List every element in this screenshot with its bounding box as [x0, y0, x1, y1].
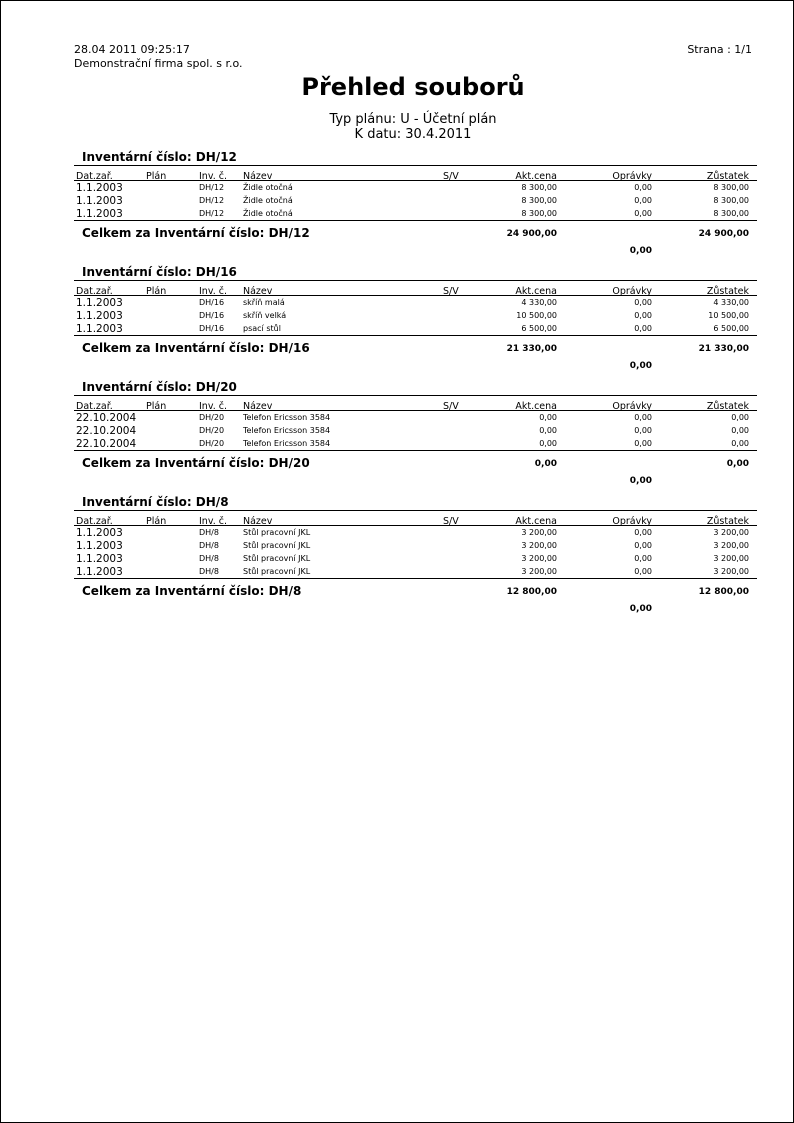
report-title: Přehled souborů: [301, 73, 525, 101]
cell-zus: 3 200,00: [713, 554, 749, 563]
group-total-akt: 21 330,00: [506, 344, 557, 354]
cell-zus: 6 500,00: [713, 324, 749, 333]
cell-name: Stůl pracovní JKL: [243, 567, 311, 576]
inventory-group: [74, 494, 757, 617]
cell-date: 1.1.2003: [76, 540, 123, 552]
cell-name: Stůl pracovní JKL: [243, 528, 311, 537]
column-header-name: Název: [243, 401, 273, 412]
cell-inv: DH/16: [199, 298, 225, 307]
cell-opr: 0,00: [634, 298, 652, 307]
cell-date: 22.10.2004: [76, 438, 137, 450]
page-number: Strana : 1/1: [687, 43, 752, 56]
table-row: [74, 411, 757, 424]
cell-date: 1.1.2003: [76, 566, 123, 578]
group-total-opr-row: [74, 241, 757, 259]
cell-akt: 3 200,00: [521, 567, 557, 576]
report-subtitle: [1, 112, 794, 142]
group-heading-row: [74, 264, 757, 281]
column-header-name: Název: [243, 516, 273, 527]
table-row: [74, 309, 757, 322]
cell-name: Telefon Ericsson 3584: [243, 439, 331, 448]
print-datetime: 28.04 2011 09:25:17: [74, 43, 190, 56]
cell-akt: 6 500,00: [521, 324, 557, 333]
cell-opr: 0,00: [634, 426, 652, 435]
column-header-plan: Plán: [146, 286, 167, 297]
cell-name: Stůl pracovní JKL: [243, 541, 311, 550]
cell-zus: 8 300,00: [713, 209, 749, 218]
column-header-plan: Plán: [146, 401, 167, 412]
table-row: [74, 539, 757, 552]
group-total-opr-row: [74, 471, 757, 489]
cell-akt: 8 300,00: [521, 196, 557, 205]
cell-inv: DH/16: [199, 324, 225, 333]
group-total-opr: 0,00: [629, 476, 652, 486]
group-total-opr-row: [74, 599, 757, 617]
group-total-opr: 0,00: [629, 361, 652, 371]
group-total-row: [74, 220, 757, 241]
group-total-row: [74, 450, 757, 471]
group-total-label: Celkem za Inventární číslo: DH/20: [82, 456, 310, 470]
cell-inv: DH/8: [199, 541, 219, 550]
cell-date: 1.1.2003: [76, 553, 123, 565]
cell-zus: 8 300,00: [713, 196, 749, 205]
table-row: [74, 565, 757, 578]
inventory-group: [74, 149, 757, 259]
group-total-opr: 0,00: [629, 246, 652, 256]
group-heading-row: [74, 149, 757, 166]
cell-name: Židle otočná: [243, 196, 293, 205]
cell-zus: 10 500,00: [708, 311, 749, 320]
report-header-left: [74, 43, 243, 71]
column-header-plan: Plán: [146, 171, 167, 182]
cell-zus: 3 200,00: [713, 541, 749, 550]
cell-zus: 8 300,00: [713, 183, 749, 192]
cell-inv: DH/16: [199, 311, 225, 320]
column-header-row: [74, 396, 757, 411]
group-heading-row: [74, 494, 757, 511]
group-total-akt: 24 900,00: [506, 229, 557, 239]
column-header-row: [74, 511, 757, 526]
cell-date: 1.1.2003: [76, 182, 123, 194]
cell-opr: 0,00: [634, 554, 652, 563]
group-heading: Inventární číslo: DH/16: [82, 265, 237, 279]
group-total-opr: 0,00: [629, 604, 652, 614]
column-header-row: [74, 166, 757, 181]
column-header-akt: Akt.cena: [515, 286, 557, 297]
column-header-opr: Oprávky: [612, 401, 652, 412]
cell-zus: 3 200,00: [713, 567, 749, 576]
group-total-opr-row: [74, 356, 757, 374]
cell-inv: DH/20: [199, 426, 225, 435]
inventory-group: [74, 264, 757, 374]
column-header-akt: Akt.cena: [515, 516, 557, 527]
cell-opr: 0,00: [634, 209, 652, 218]
cell-opr: 0,00: [634, 413, 652, 422]
column-header-akt: Akt.cena: [515, 171, 557, 182]
group-total-label: Celkem za Inventární číslo: DH/16: [82, 341, 310, 355]
cell-akt: 3 200,00: [521, 528, 557, 537]
cell-name: Židle otočná: [243, 209, 293, 218]
cell-akt: 3 200,00: [521, 554, 557, 563]
table-row: [74, 296, 757, 309]
cell-opr: 0,00: [634, 183, 652, 192]
cell-date: 22.10.2004: [76, 425, 137, 437]
column-header-date: Dat.zař.: [76, 401, 113, 412]
cell-date: 1.1.2003: [76, 323, 123, 335]
cell-opr: 0,00: [634, 541, 652, 550]
column-header-akt: Akt.cena: [515, 401, 557, 412]
column-header-date: Dat.zař.: [76, 516, 113, 527]
table-row: [74, 322, 757, 335]
column-header-name: Název: [243, 171, 273, 182]
cell-inv: DH/20: [199, 439, 225, 448]
company-name: Demonstrační firma spol. s r.o.: [74, 57, 243, 70]
cell-date: 1.1.2003: [76, 297, 123, 309]
cell-zus: 0,00: [731, 439, 749, 448]
cell-name: Telefon Ericsson 3584: [243, 426, 331, 435]
column-header-zus: Zůstatek: [706, 286, 749, 297]
as-of-date: K datu: 30.4.2011: [354, 127, 472, 142]
table-row: [74, 181, 757, 194]
group-total-zus: 24 900,00: [698, 229, 749, 239]
cell-inv: DH/12: [199, 196, 225, 205]
table-row: [74, 526, 757, 539]
cell-akt: 0,00: [539, 413, 557, 422]
cell-opr: 0,00: [634, 567, 652, 576]
cell-zus: 4 330,00: [713, 298, 749, 307]
column-header-inv: Inv. č.: [199, 286, 227, 297]
table-row: [74, 437, 757, 450]
cell-zus: 0,00: [731, 413, 749, 422]
cell-date: 1.1.2003: [76, 208, 123, 220]
cell-date: 22.10.2004: [76, 412, 137, 424]
cell-date: 1.1.2003: [76, 527, 123, 539]
column-header-zus: Zůstatek: [706, 171, 749, 182]
group-total-akt: 12 800,00: [506, 587, 557, 597]
group-heading: Inventární číslo: DH/8: [82, 495, 229, 509]
cell-inv: DH/8: [199, 554, 219, 563]
column-header-zus: Zůstatek: [706, 401, 749, 412]
column-header-zus: Zůstatek: [706, 516, 749, 527]
cell-akt: 0,00: [539, 426, 557, 435]
plan-type: Typ plánu: U - Účetní plán: [329, 112, 497, 127]
cell-inv: DH/12: [199, 209, 225, 218]
column-header-opr: Oprávky: [612, 516, 652, 527]
cell-name: Židle otočná: [243, 183, 293, 192]
column-header-date: Dat.zař.: [76, 171, 113, 182]
column-header-inv: Inv. č.: [199, 401, 227, 412]
table-row: [74, 207, 757, 220]
cell-akt: 8 300,00: [521, 183, 557, 192]
group-total-label: Celkem za Inventární číslo: DH/12: [82, 226, 310, 240]
cell-name: skříň velká: [243, 311, 287, 320]
cell-akt: 10 500,00: [516, 311, 557, 320]
cell-opr: 0,00: [634, 311, 652, 320]
column-header-date: Dat.zař.: [76, 286, 113, 297]
cell-opr: 0,00: [634, 439, 652, 448]
cell-zus: 3 200,00: [713, 528, 749, 537]
cell-akt: 8 300,00: [521, 209, 557, 218]
cell-name: Telefon Ericsson 3584: [243, 413, 331, 422]
cell-name: Stůl pracovní JKL: [243, 554, 311, 563]
group-total-akt: 0,00: [534, 459, 557, 469]
cell-inv: DH/12: [199, 183, 225, 192]
column-header-plan: Plán: [146, 516, 167, 527]
group-total-zus: 21 330,00: [698, 344, 749, 354]
column-header-inv: Inv. č.: [199, 516, 227, 527]
column-header-inv: Inv. č.: [199, 171, 227, 182]
column-header-sv: S/V: [443, 401, 459, 412]
group-total-row: [74, 578, 757, 599]
cell-inv: DH/8: [199, 528, 219, 537]
cell-date: 1.1.2003: [76, 195, 123, 207]
cell-inv: DH/20: [199, 413, 225, 422]
column-header-opr: Oprávky: [612, 286, 652, 297]
column-header-sv: S/V: [443, 171, 459, 182]
cell-opr: 0,00: [634, 196, 652, 205]
group-total-zus: 0,00: [726, 459, 749, 469]
table-row: [74, 424, 757, 437]
column-header-row: [74, 281, 757, 296]
group-heading: Inventární číslo: DH/12: [82, 150, 237, 164]
cell-akt: 3 200,00: [521, 541, 557, 550]
cell-zus: 0,00: [731, 426, 749, 435]
cell-opr: 0,00: [634, 324, 652, 333]
group-total-row: [74, 335, 757, 356]
group-heading: Inventární číslo: DH/20: [82, 380, 237, 394]
cell-akt: 0,00: [539, 439, 557, 448]
inventory-group: [74, 379, 757, 489]
column-header-name: Název: [243, 286, 273, 297]
cell-akt: 4 330,00: [521, 298, 557, 307]
cell-inv: DH/8: [199, 567, 219, 576]
group-total-label: Celkem za Inventární číslo: DH/8: [82, 584, 302, 598]
cell-date: 1.1.2003: [76, 310, 123, 322]
column-header-sv: S/V: [443, 286, 459, 297]
column-header-sv: S/V: [443, 516, 459, 527]
group-total-zus: 12 800,00: [698, 587, 749, 597]
group-heading-row: [74, 379, 757, 396]
cell-name: psací stůl: [243, 324, 281, 333]
cell-name: skříň malá: [243, 298, 285, 307]
column-header-opr: Oprávky: [612, 171, 652, 182]
cell-opr: 0,00: [634, 528, 652, 537]
table-row: [74, 552, 757, 565]
table-row: [74, 194, 757, 207]
